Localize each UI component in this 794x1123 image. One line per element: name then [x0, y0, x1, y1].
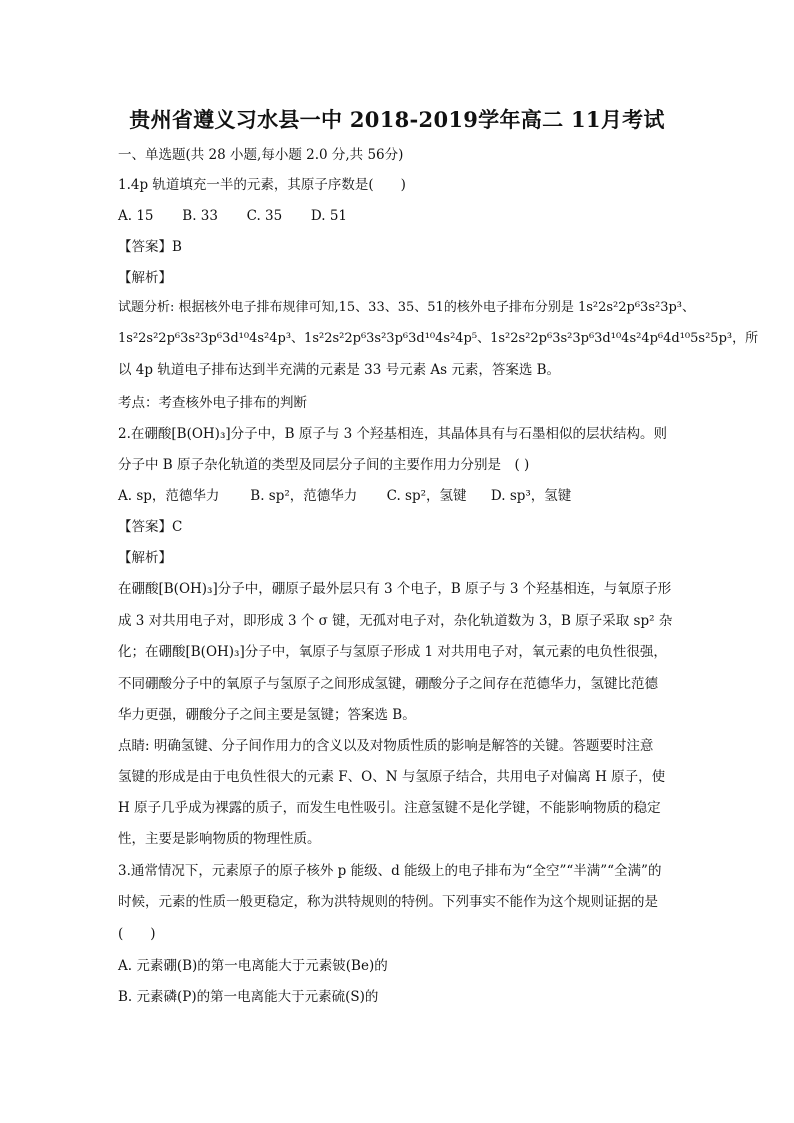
- q3-option-b: B. 元素磷(P)的第一电离能大于元素硫(S)的: [118, 989, 379, 1005]
- q2-dianjing-line: 性，主要是影响物质的物理性质。: [118, 831, 321, 847]
- q1-options: [118, 207, 678, 225]
- page-title: 贵州省遵义习水县一中 2018-2019学年高二 11月考试: [129, 107, 665, 132]
- q1-option-b: B. 33: [182, 208, 218, 224]
- q2-analysis-line: 化；在硼酸[B(OH)₃]分子中，氧原子与氢原子形成 1 对共用电子对，氧元素的电负性很强，: [118, 644, 667, 660]
- q2-analysis-line: 在硼酸[B(OH)₃]分子中，硼原子最外层只有 3 个电子，B 原子与 3 个羟基相连，与氧原子形: [118, 581, 672, 597]
- q2-option-d: D. sp³，氢键: [490, 488, 572, 504]
- q1-option-d: D. 51: [310, 208, 347, 224]
- q2-stem-line: 2.在硼酸[B(OH)₃]分子中，B 原子与 3 个羟基相连，其晶体具有与石墨相似的层状结构。则: [118, 426, 668, 442]
- q2-answer: 【答案】C: [118, 519, 183, 535]
- section-header: 一、单选题(共 28 小题,每小题 2.0 分,共 56分): [118, 147, 404, 163]
- q2-dianjing-line: 点睛: 明确氢键、分子间作用力的含义以及对物质性质的影响是解答的关键。答题要时注意: [118, 738, 654, 754]
- q2-option-c: C. sp²，氢键: [386, 488, 467, 504]
- q1-option-a: A. 15: [118, 208, 154, 224]
- q3-stem-line: 时候，元素的性质一般更稳定，称为洪特规则的特例。下列事实不能作为这个规则证据的是: [118, 894, 658, 910]
- q2-option-b: B. sp²，范德华力: [250, 488, 358, 504]
- q1-option-c: C. 35: [246, 208, 283, 224]
- q2-options: [118, 487, 678, 505]
- q3-option-a: A. 元素硼(B)的第一电离能大于元素铍(Be)的: [118, 958, 388, 974]
- q1-analysis-line: 1s²2s²2p⁶3s²3p⁶3d¹⁰4s²4p³、1s²2s²2p⁶3s²3p⁶3d¹⁰4s²4p⁵、1s²2s²2p⁶3s²3p⁶3d¹⁰4s²4p⁶4d¹⁰5s²5p³，所: [118, 331, 759, 346]
- q2-analysis-line: 不同硼酸分子中的氧原子与氢原子之间形成氢键，硼酸分子之间存在范德华力，氢键比范德: [118, 676, 658, 692]
- q2-analysis-line: 华力更强，硼酸分子之间主要是氢键；答案选 B。: [118, 707, 416, 723]
- q3-stem-line: ( ): [118, 926, 156, 942]
- q1-stem: 1.4p 轨道填充一半的元素，其原子序数是( ): [118, 177, 406, 193]
- q1-analysis-label: 【解析】: [118, 270, 172, 286]
- q2-analysis-line: 成 3 对共用电子对，即形成 3 个 σ 键，无孤对电子对，杂化轨道数为 3，B 原子采取 sp² 杂: [118, 613, 673, 629]
- q1-answer: 【答案】B: [118, 239, 182, 255]
- q3-stem-line: 3.通常情况下，元素原子的原子核外 p 能级、d 能级上的电子排布为“全空”“半满”“全满”的: [118, 863, 662, 879]
- q2-dianjing-line: H 原子几乎成为裸露的质子，而发生电性吸引。注意氢键不是化学键，不能影响物质的稳定: [118, 800, 661, 816]
- q2-analysis-label: 【解析】: [118, 550, 172, 566]
- q2-option-a: A. sp，范德华力: [118, 488, 220, 504]
- q2-stem-line: 分子中 B 原子杂化轨道的类型及同层分子间的主要作用力分别是 ( ): [118, 457, 530, 473]
- q1-kaodian: 考点：考查核外电子排布的判断: [118, 395, 307, 411]
- q1-analysis-line: 以 4p 轨道电子排布达到半充满的元素是 33 号元素 As 元素，答案选 B。: [118, 362, 561, 378]
- q2-dianjing-line: 氢键的形成是由于电负性很大的元素 F、O、N 与氢原子结合，共用电子对偏离 H 原子，使: [118, 769, 666, 785]
- q1-analysis-line: 试题分析: 根据核外电子排布规律可知,15、33、35、51的核外电子排布分别是 1s²2s²2p⁶3s²3p³、: [118, 300, 696, 315]
